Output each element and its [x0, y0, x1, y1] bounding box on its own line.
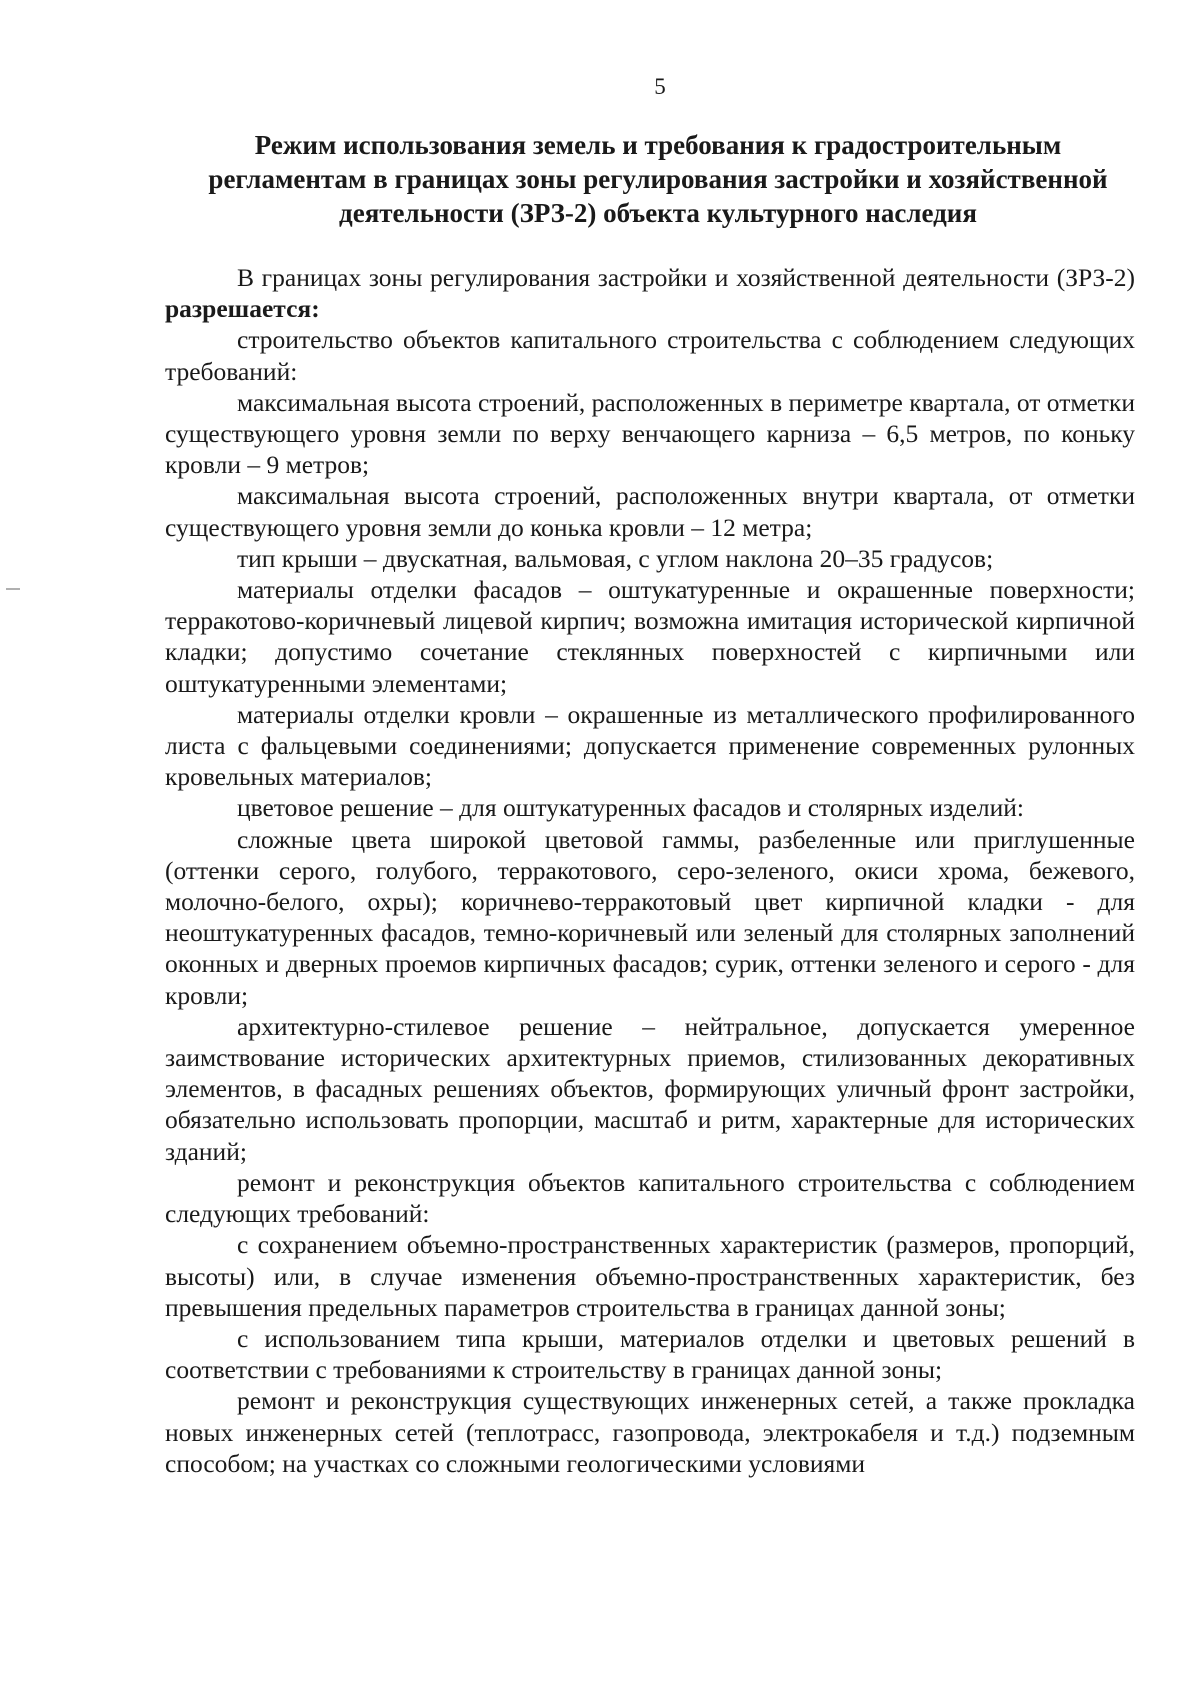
page-number: 5: [654, 74, 666, 99]
paragraph: с сохранением объемно-пространственных характеристик (размеров, пропорций, высоты) или, в случае изменения объемно-пространственных характеристик, без превышения предельных параметров строительства в границах данной зоны;: [165, 1230, 1135, 1322]
title-line-1: Режим использования земель и требования к градостроительным: [254, 130, 1062, 160]
paragraph: максимальная высота строений, расположенных в периметре квартала, от отметки существующего уровня земли по верху венчающего карниза – 6,5 метров, по коньку кровли – 9 метров;: [165, 387, 1135, 480]
paragraph: материалы отделки фасадов – оштукатуренные и окрашенные поверхности; терракотово-коричневый лицевой кирпич; возможна имитация исторической кирпичной кладки; допустимо сочетание стеклянных поверхностей с кирпичными или оштукатуренными элементами;: [165, 575, 1135, 698]
paragraph: тип крыши – двускатная, вальмовая, с углом наклона 20–35 градусов;: [237, 543, 994, 573]
scan-margin-mark: [6, 588, 20, 590]
document-title: [178, 128, 1138, 230]
paragraph: максимальная высота строений, расположенных внутри квартала, от отметки существующего уровня земли до конька кровли – 12 метра;: [165, 481, 1135, 542]
paragraph: цветовое решение – для оштукатуренных фасадов и столярных изделий:: [237, 793, 1025, 823]
paragraph: материалы отделки кровли – окрашенные из металлического профилированного листа с фальцевыми соединениями; допускается применение современных рулонных кровельных материалов;: [165, 699, 1135, 792]
intro-bold-text: разрешается:: [165, 294, 320, 324]
paragraph: сложные цвета широкой цветовой гаммы, разбеленные или приглушенные (оттенки серого, голубого, терракотового, серо-зеленого, окиси хрома, бежевого, молочно-белого, охры); коричнево-терракотовый цвет кирпичной кладки - для неоштукатуренных фасадов, темно-коричневый или зеленый для столярных заполнений оконных и дверных проемов кирпичных фасадов; сурик, оттенки зеленого и серого - для кровли;: [165, 824, 1135, 1010]
paragraph: архитектурно-стилевое решение – нейтральное, допускается умеренное заимствование исторических архитектурных приемов, стилизованных декоративных элементов, в фасадных решениях объектов, формирующих уличный фронт застройки, обязательно использовать пропорции, масштаб и ритм, характерные для исторических зданий;: [165, 1011, 1135, 1166]
title-line-2: регламентам в границах зоны регулирования застройки и хозяйственной: [208, 164, 1108, 194]
paragraph: ремонт и реконструкция объектов капитального строительства с соблюдением следующих требований:: [165, 1167, 1135, 1229]
paragraph: с использованием типа крыши, материалов отделки и цветовых решений в соответствии с требованиями к строительству в границах данной зоны;: [165, 1323, 1135, 1385]
intro-text: В границах зоны регулирования застройки и хозяйственной деятельности (ЗРЗ-2): [237, 263, 1135, 292]
paragraph: строительство объектов капитального строительства с соблюдением следующих требований:: [165, 325, 1135, 386]
paragraph: ремонт и реконструкция существующих инженерных сетей, а также прокладка новых инженерных сетей (теплотрасс, газопровода, электрокабеля и т.д.) подземным способом; на участках со сложными геологическими условиями: [165, 1386, 1135, 1478]
intro-paragraph: [165, 262, 1135, 324]
title-line-3: деятельности (ЗРЗ-2) объекта культурного наследия: [339, 198, 977, 228]
document-body: [165, 262, 1135, 1479]
